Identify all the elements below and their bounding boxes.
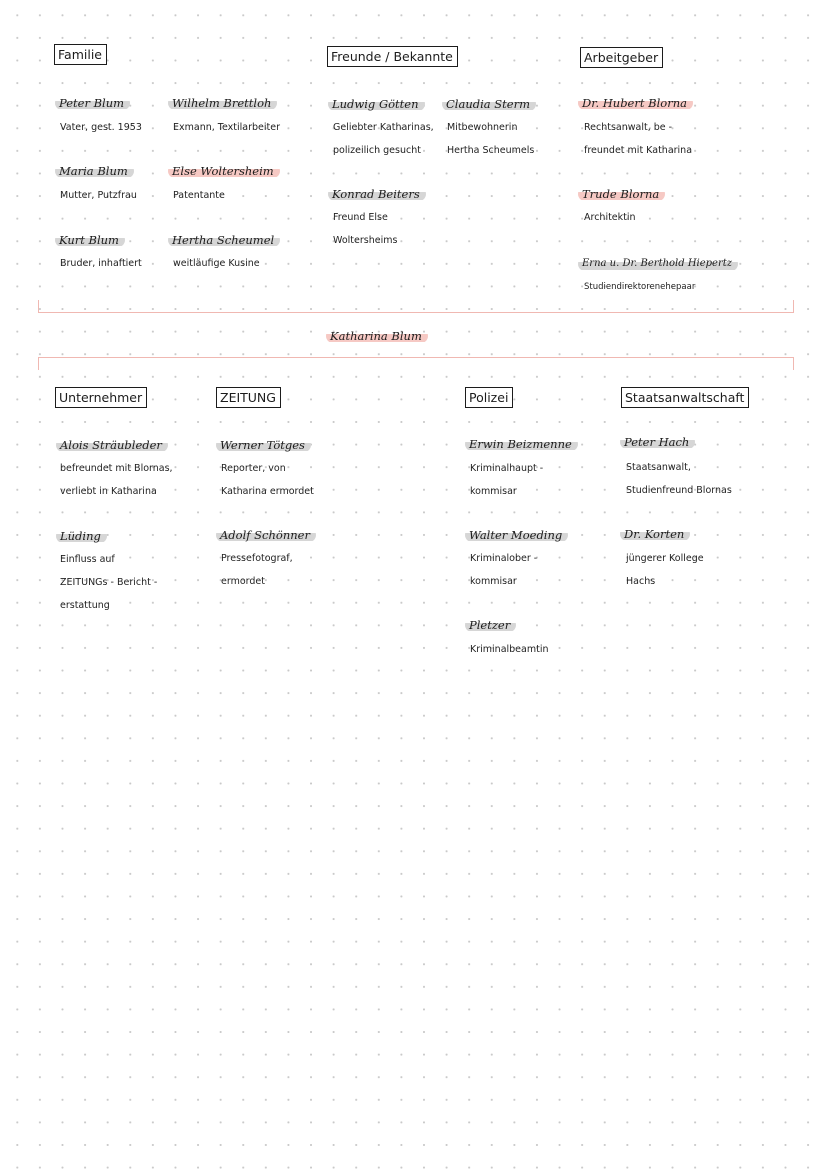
person-hubert-blorna: Dr. Hubert Blorna xyxy=(578,96,693,110)
person-walter-moeding: Walter Moeding xyxy=(465,528,568,542)
desc-erwin-beizmenne-1: Kriminalhaupt - xyxy=(470,463,544,474)
person-hiepertz: Erna u. Dr. Berthold Hiepertz xyxy=(578,257,738,271)
desc-ludwig-goetten-2: polizeilich gesucht xyxy=(333,145,421,156)
desc-konrad-beiters-2: Woltersheims xyxy=(333,235,398,246)
desc-werner-toetges-1: Reporter, von xyxy=(221,463,286,474)
category-zeitung: ZEITUNG xyxy=(216,387,281,408)
desc-lueding-3: erstattung xyxy=(60,600,110,611)
desc-konrad-beiters-1: Freund Else xyxy=(333,212,388,223)
desc-adolf-schoenner-2: ermordet xyxy=(221,576,265,587)
desc-adolf-schoenner-1: Pressefotograf, xyxy=(221,553,293,564)
desc-kurt-blum: Bruder, inhaftiert xyxy=(60,258,142,269)
person-peter-blum: Peter Blum xyxy=(55,96,130,110)
desc-pletzer: Kriminalbeamtin xyxy=(470,644,549,655)
category-arbeitgeber: Arbeitgeber xyxy=(580,47,663,68)
person-maria-blum: Maria Blum xyxy=(55,164,134,178)
category-unternehmer: Unternehmer xyxy=(55,387,147,408)
desc-dr-korten-1: jüngerer Kollege xyxy=(626,553,704,564)
desc-else-woltersheim: Patentante xyxy=(173,190,225,201)
person-hertha-scheumel: Hertha Scheumel xyxy=(168,233,280,247)
person-kurt-blum: Kurt Blum xyxy=(55,233,125,247)
person-peter-hach: Peter Hach xyxy=(620,435,695,449)
person-werner-toetges: Werner Tötges xyxy=(216,438,311,452)
person-alois-straeubleder: Alois Sträubleder xyxy=(56,438,168,452)
desc-ludwig-goetten-1: Geliebter Katharinas, xyxy=(333,122,434,133)
desc-lueding-2: ZEITUNGs - Bericht - xyxy=(60,577,158,588)
person-else-woltersheim: Else Woltersheim xyxy=(168,164,280,178)
bottom-bracket xyxy=(38,357,794,370)
desc-walter-moeding-2: kommisar xyxy=(470,576,517,587)
desc-peter-blum: Vater, gest. 1953 xyxy=(60,122,142,133)
person-wilhelm-brettloh: Wilhelm Brettloh xyxy=(168,96,277,110)
person-konrad-beiters: Konrad Beiters xyxy=(328,187,426,201)
desc-peter-hach-2: Studienfreund Blornas xyxy=(626,485,732,496)
person-pletzer: Pletzer xyxy=(465,618,516,632)
desc-werner-toetges-2: Katharina ermordet xyxy=(221,486,314,497)
desc-trude-blorna: Architektin xyxy=(584,212,636,223)
desc-wilhelm-brettloh: Exmann, Textilarbeiter xyxy=(173,122,280,133)
category-familie: Familie xyxy=(54,44,107,65)
desc-claudia-sterm-1: Mitbewohnerin xyxy=(447,122,518,133)
person-erwin-beizmenne: Erwin Beizmenne xyxy=(465,437,578,451)
desc-erwin-beizmenne-2: kommisar xyxy=(470,486,517,497)
person-ludwig-goetten: Ludwig Götten xyxy=(328,97,425,111)
desc-hiepertz: Studiendirektorenehepaar xyxy=(584,282,696,292)
person-dr-korten: Dr. Korten xyxy=(620,527,690,541)
person-claudia-sterm: Claudia Sterm xyxy=(442,97,536,111)
desc-hubert-blorna-1: Rechtsanwalt, be - xyxy=(584,122,673,133)
person-adolf-schoenner: Adolf Schönner xyxy=(216,528,316,542)
desc-hubert-blorna-2: freundet mit Katharina xyxy=(584,145,693,156)
desc-walter-moeding-1: Kriminalober - xyxy=(470,553,538,564)
person-lueding: Lüding xyxy=(56,529,107,543)
person-trude-blorna: Trude Blorna xyxy=(578,187,665,201)
center-katharina-blum: Katharina Blum xyxy=(326,329,428,343)
desc-alois-straeubleder-2: verliebt in Katharina xyxy=(60,486,157,497)
desc-maria-blum: Mutter, Putzfrau xyxy=(60,190,137,201)
desc-peter-hach-1: Staatsanwalt, xyxy=(626,462,691,473)
desc-lueding-1: Einfluss auf xyxy=(60,554,115,565)
top-bracket xyxy=(38,300,794,313)
desc-hertha-scheumel: weitläufige Kusine xyxy=(173,258,260,269)
category-polizei: Polizei xyxy=(465,387,513,408)
desc-alois-straeubleder-1: befreundet mit Blornas, xyxy=(60,463,173,474)
category-freunde-bekannte: Freunde / Bekannte xyxy=(327,46,458,67)
category-staatsanwaltschaft: Staatsanwaltschaft xyxy=(621,387,749,408)
desc-dr-korten-2: Hachs xyxy=(626,576,656,587)
desc-claudia-sterm-2: Hertha Scheumels xyxy=(447,145,535,156)
